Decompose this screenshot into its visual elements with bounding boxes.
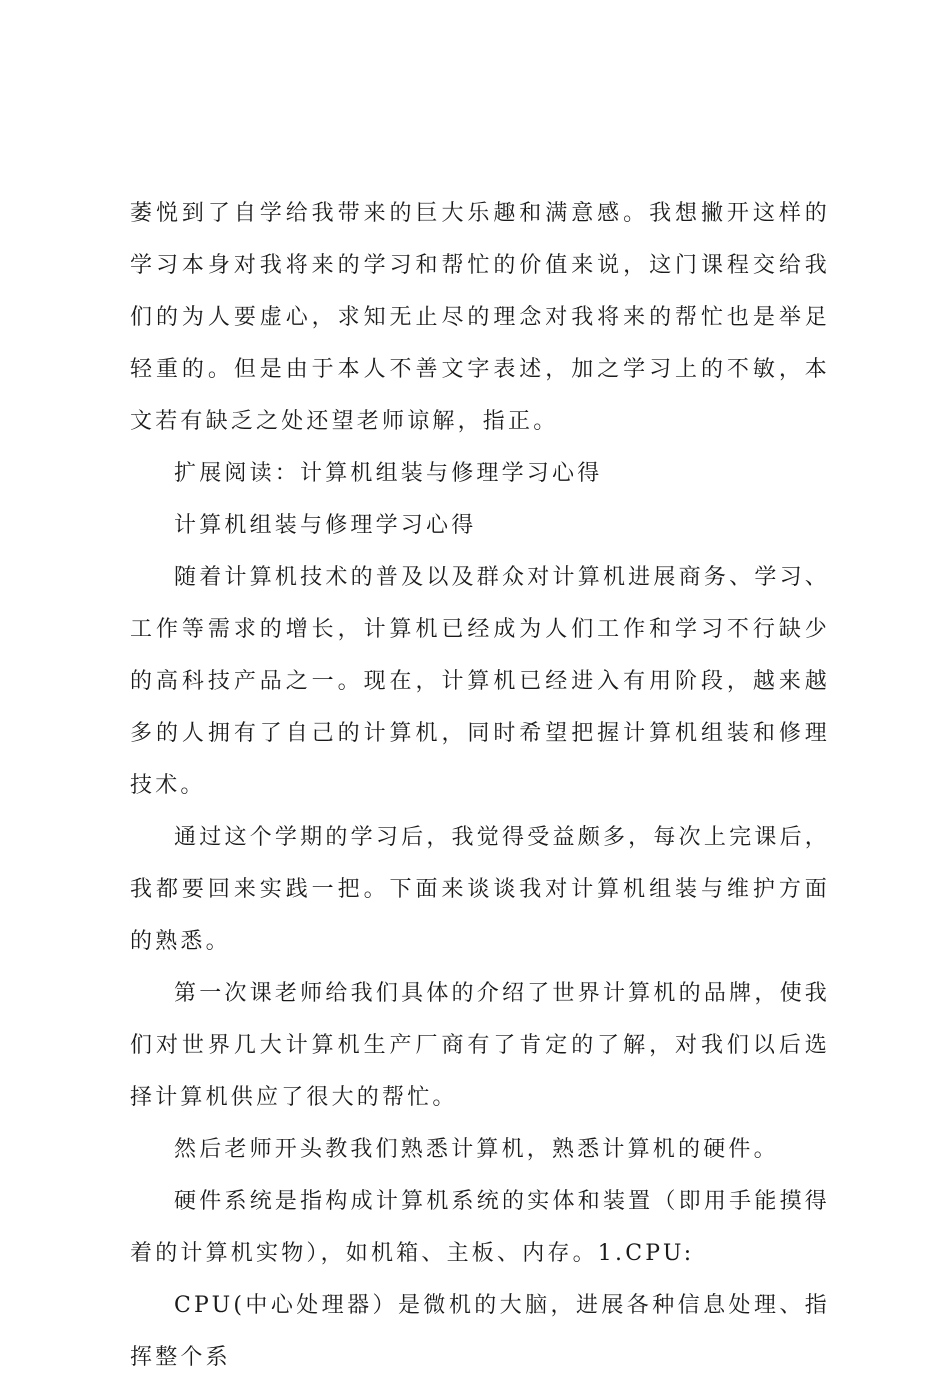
document-body [130,188,830,1384]
paragraph-first-class: 第一次课老师给我们具体的介绍了世界计算机的品牌，使我们对世界几大计算机生产厂商有了肯定的了解，对我们以后选择计算机供应了很大的帮忙。 [130,981,830,1110]
paragraph-hardware-intro: 然后老师开头教我们熟悉计算机，熟悉计算机的硬件。 [174,1137,779,1162]
paragraph-semester: 通过这个学期的学习后，我觉得受益颇多，每次上完课后，我都要回来实践一把。下面来谈谈我对计算机组装与维护方面的熟悉。 [130,825,830,954]
paragraph-hardware-system: 硬件系统是指构成计算机系统的实体和装置（即用手能摸得着的计算机实物），如机箱、主板、内存。1.CPU: [130,1189,830,1266]
paragraph-intro: 随着计算机技术的普及以及群众对计算机进展商务、学习、工作等需求的增长，计算机已经成为人们工作和学习不行缺少的高科技产品之一。现在，计算机已经进入有用阶段，越来越多的人拥有了自己的计算机，同时希望把握计算机组装和修理技术。 [130,565,830,798]
paragraph-continuation: 萎悦到了自学给我带来的巨大乐趣和满意感。我想撇开这样的学习本身对我将来的学习和帮忙的价值来说，这门课程交给我们的为人要虚心，求知无止尽的理念对我将来的帮忙也是举足轻重的。但是由于本人不善文字表述，加之学习上的不敏，本文若有缺乏之处还望老师谅解，指正。 [130,201,830,434]
extended-reading-heading: 扩展阅读：计算机组装与修理学习心得 [174,461,603,486]
paragraph-cpu: CPU(中心处理器）是微机的大脑，进展各种信息处理、指挥整个系 [130,1293,830,1370]
article-title: 计算机组装与修理学习心得 [174,513,477,538]
